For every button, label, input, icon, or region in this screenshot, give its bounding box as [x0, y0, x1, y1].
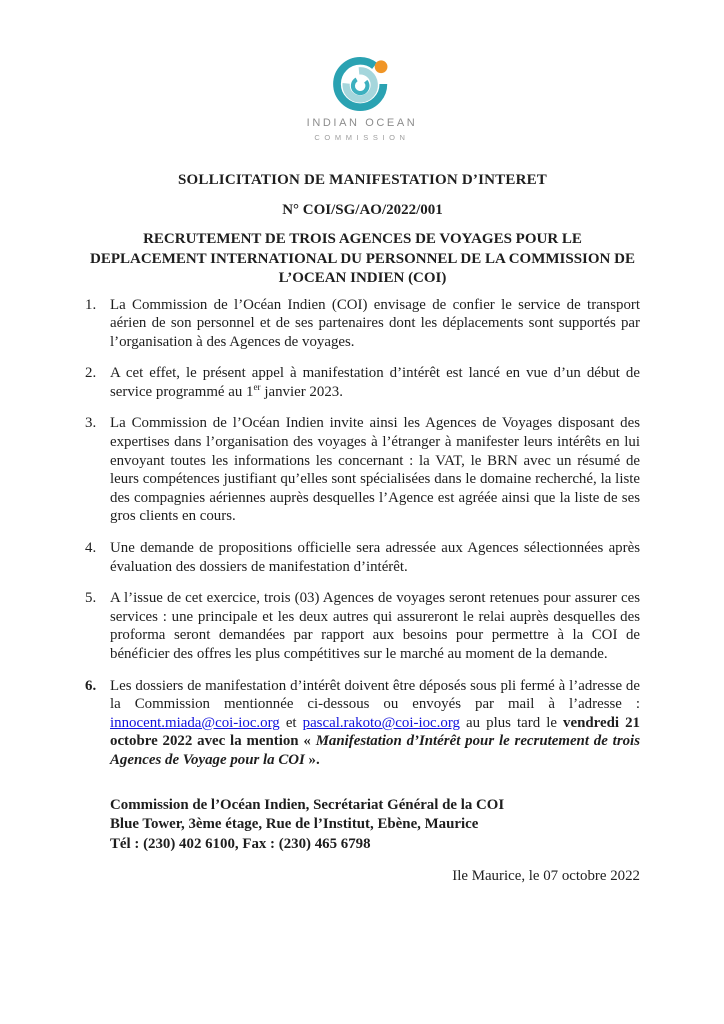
item6-text-part2: et — [279, 714, 303, 731]
document-subject: RECRUTEMENT DE TROIS AGENCES DE VOYAGES POUR LE DEPLACEMENT INTERNATIONAL DU PERSONNEL DE LA COMMISSION DE L’OCEAN INDIEN (COI) — [90, 231, 635, 286]
item-number: 1. — [85, 296, 97, 313]
logo — [0, 0, 724, 142]
list-item-5 — [85, 589, 640, 663]
item6-bold-closing: ». — [304, 751, 320, 768]
list-item-3 — [85, 414, 640, 526]
item-number: 5. — [85, 590, 97, 607]
logo-text-indian-ocean: INDIAN OCEAN — [306, 117, 418, 129]
place-date-line: Ile Maurice, le 07 octobre 2022 — [452, 868, 640, 885]
item2-text-after-superscript: janvier 2023. — [260, 383, 343, 400]
logo-text-commission: COMMISSION — [314, 133, 410, 142]
list-item-4 — [85, 539, 640, 576]
item-text: La Commission de l’Océan Indien invite ainsi les Agences de Voyages disposant des expertises dans l’organisation des voyages à l’étranger à manifester leurs intérêts en lui envoyant toutes les informations les concernant : la VAT, le BRN avec un résumé de leurs compétences justifiant qu’elles sont spécialisées dans le domaine recherché, la liste des compagnies aériennes auprès desquelles l’Agence est agréée ainsi que la liste de ses gros clients en cours. — [110, 415, 640, 525]
item2-superscript: er — [253, 381, 261, 392]
item-text: Une demande de propositions officielle sera adressée aux Agences sélectionnées après évaluation des dossiers de manifestation d’intérêt. — [110, 540, 640, 575]
item-number: 3. — [85, 415, 97, 432]
item6-bold-deadline: vendredi 21 octobre 2022 avec la mention « — [110, 714, 640, 750]
reference-number: N° COI/SG/AO/2022/001 — [282, 202, 443, 218]
list-item-2 — [85, 364, 640, 401]
document-content — [0, 171, 724, 886]
item6-text-part3: au plus tard le — [459, 714, 564, 731]
item2-text-before-superscript: A cet effet, le présent appel à manifestation d’intérêt est lancé en vue d’un début de service programmé au 1 — [110, 365, 640, 400]
item6-bold-italic-mention: Manifestation d’Intérêt pour le recrutement de trois Agences de Voyage pour la COI — [110, 733, 640, 768]
email-link-pascal[interactable]: pascal.rakoto@coi-ioc.org — [302, 714, 460, 731]
numbered-list — [85, 296, 640, 770]
list-item-1 — [85, 296, 640, 352]
address-contact-line: Tél : (230) 402 6100, Fax : (230) 465 6798 — [110, 835, 371, 852]
address-block — [110, 796, 640, 855]
address-org-line: Commission de l’Océan Indien, Secrétariat Général de la COI — [110, 796, 505, 813]
item-text — [110, 364, 640, 401]
item-text: A l’issue de cet exercice, trois (03) Agences de voyages seront retenues pour assurer ces services : une principale et les deux autres qui assureront le relai auprès desquelles des proforma seront demandées par rapport aux besoins pour permettre à la COI de bénéficier des offres les plus compétitives sur le marché au moment de la demande. — [110, 590, 640, 662]
logo-middle-arc — [345, 70, 376, 101]
coi-logo-icon — [326, 54, 398, 114]
item-text — [110, 677, 640, 770]
list-item-6 — [85, 677, 640, 770]
address-street-line: Blue Tower, 3ème étage, Rue de l’Institut, Ebène, Maurice — [110, 816, 479, 833]
document-title: SOLLICITATION DE MANIFESTATION D’INTERET — [177, 172, 548, 188]
item-number: 2. — [85, 365, 97, 382]
email-link-innocent[interactable]: innocent.miada@coi-ioc.org — [110, 714, 280, 731]
logo-orange-dot — [375, 60, 388, 73]
item6-text-part1: Les dossiers de manifestation d’intérêt doivent être déposés sous pli fermé à l’adresse de la Commission mentionnée ci-dessous ou envoyés par mail à l’adresse : — [110, 677, 640, 713]
item-number: 4. — [85, 540, 97, 557]
item-text: La Commission de l’Océan Indien (COI) envisage de confier le service de transport aérien de son personnel et de ses partenaires dont les déplacements sont supportés par l’organisation à des Agences de voyages. — [110, 296, 640, 350]
item-number: 6. — [85, 677, 97, 694]
